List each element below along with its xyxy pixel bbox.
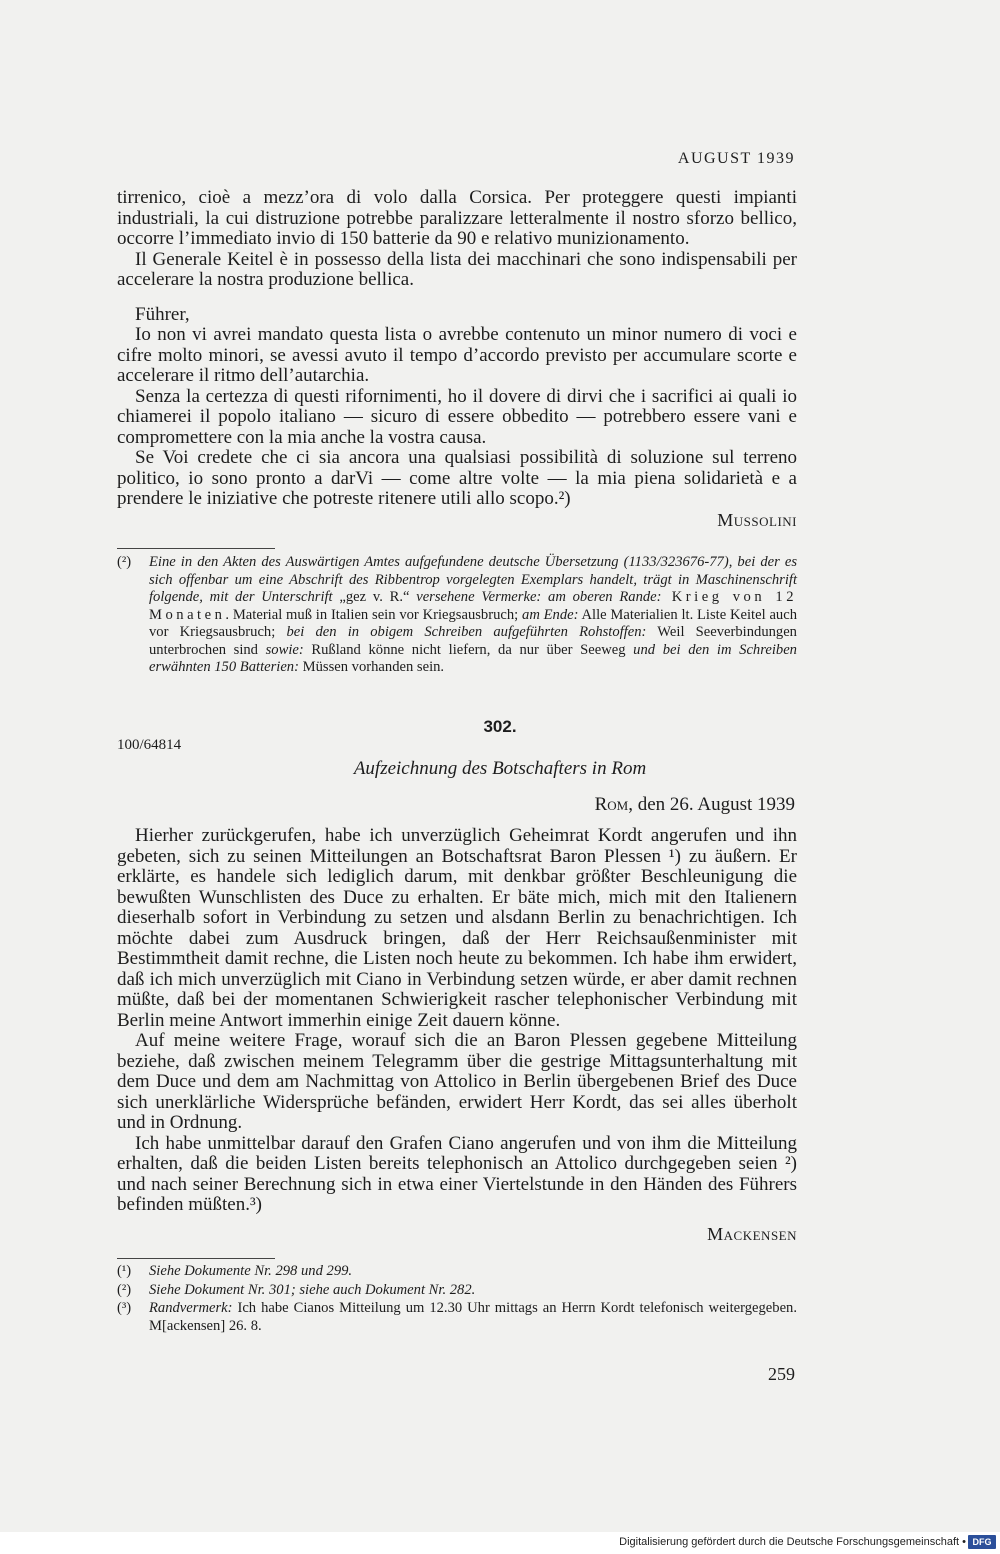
paragraph: Senza la certezza di questi rifornimenti, ho il dovere di dirvi che i sacrifici ai quali io chiamerei il popolo italiano — sicuro di essere obbedito — potrebbero essere vani e compromettere con la mia anche la vostra causa. [117, 385, 797, 448]
footer-bar [0, 1532, 1000, 1554]
paragraph: Ich habe unmittelbar darauf den Grafen Ciano angerufen und von ihm die Mitteilung erhalten, daß die beiden Listen bereits telephonisch an Attolico durchgegeben seien ²) und nach seiner Berechnung sich in etwa einer Viertelstunde in den Händen des Führers befinden müßten.³) [117, 1132, 797, 1215]
footnote: (³) Randvermerk: Ich habe Cianos Mitteilung um 12.30 Uhr mittags an Herrn Kordt telefonisch weitergegeben. M[ackensen] 26. 8. [117, 1300, 797, 1334]
paragraph: Se Voi credete che ci sia ancora una qualsiasi possibilità di soluzione sul terreno politico, io sono pronto a darVi — come altre volte — la mia piena solidarietà e a prendere le iniziative che potreste ritenere utili allo scopo.²) [117, 447, 797, 509]
footnotes [117, 1263, 797, 1336]
footnote: (²) Siehe Dokument Nr. 301; siehe auch Dokument Nr. 282. [117, 1281, 476, 1298]
footnote-text: Eine in den Akten des Auswärtigen Amtes aufgefundene deutsche Übersetzung (1133/323676-77), bei der es sich offenbar um eine Abschrift des Ribbentrop vorgelegten Exemplars handelt, trägt in Maschinenschrift folgende, mit der Unterschrift „gez v. R.“ versehene Vermerke: am oberen Rande: Krieg von 12 Monaten. Material muß in Italien sein vor Kriegsausbruch; am Ende: Alle Materialien lt. Liste Keitel auch vor Kriegsausbruch; bei den in obigem Schreiben aufgeführten Rohstoffen: Weil Seeverbindungen unterbrochen sind sowie: Rußland könne nicht liefern, da nur über Seeweg und bei den im Schreiben erwähnten 150 Batterien: Müssen vorhanden sein. [149, 554, 797, 675]
document-title: Aufzeichnung des Botschafters in Rom [353, 758, 647, 779]
signature: Mussolini [717, 509, 797, 530]
page-number: 259 [768, 1364, 795, 1384]
footer-credit: Digitalisierung gefördert durch die Deutsche Forschungsgemeinschaft • [619, 1536, 966, 1548]
footnote-rule [117, 548, 275, 549]
paragraph: Il Generale Keitel è in possesso della lista dei macchinari che sono indispensabili per accelerare la nostra produzione bellica. [117, 248, 797, 290]
paragraph: Auf meine weitere Frage, worauf sich die an Baron Plessen gegebene Mitteilung beziehe, daß zwischen meinem Telegramm über die gestrige Mittagsunterhaltung mit dem Duce und dem am Nachmittag von Attolico in Berlin übergebenen Brief des Duce sich unerklärliche Widersprüche befänden, erwidert Herr Kordt, das sei alles überholt und in Ordnung. [117, 1030, 797, 1133]
document-text [117, 826, 797, 1244]
letter-text [117, 188, 797, 530]
footnote-number: (²) [117, 554, 132, 570]
footnote: (¹) Siehe Dokumente Nr. 298 und 299. [117, 1263, 353, 1279]
running-head: AUGUST 1939 [677, 150, 795, 167]
footnote [117, 554, 797, 678]
paragraph: tirrenico, cioè a mezz’ora di volo dalla Corsica. Per proteggere questi impianti industriali, la cui distruzione potrebbe paralizzare letteralmente il nostro sforzo bellico, occorre l’immediato invio di 150 batterie da 90 e relativo munizionamento. [117, 187, 797, 249]
dfg-logo-icon[interactable]: DFG [968, 1535, 996, 1549]
salutation: Führer, [135, 303, 190, 325]
paragraph: Hierher zurückgerufen, habe ich unverzüglich Geheimrat Kordt angerufen und ihn gebeten, sich zu seinen Mitteilungen an Botschaftsrat Baron Plessen ¹) zu äußern. Er erklärte, es handele sich lediglich darum, mit denkbar größter Beschleunigung die bewußten Wunschlisten des Duce zu erhalten. Er bäte mich, mich mit den Italienern dieserhalb sofort in Verbindung zu setzen und alsdann Berlin zu benachrichtigen. Ich möchte dabei zum Ausdruck bringen, daß der Herr Reichsaußenminister mit Bestimmtheit damit rechne, die Listen noch heute zu bekommen. Ich habe ihm erwidert, daß ich mich unverzüglich mit Ciano in Verbindung setzen würde, er aber damit rechnen müßte, daß bei der momentanen Schwierigkeit rascher telephonischer Verbindung mit Berlin meine Antwort immerhin einige Zeit dauern könne. [117, 825, 797, 1031]
signature: Mackensen [707, 1223, 797, 1244]
paragraph: Io non vi avrei mandato questa lista o avrebbe contenuto un minor numero di voci e cifre molto minori, se avessi avuto il tempo d’accordo previsto per accumulare scorte e accelerare il ritmo dell’autarchia. [117, 324, 797, 386]
footnote-rule [117, 1258, 275, 1259]
reference-number: 100/64814 [117, 737, 182, 753]
document-number: 302. [483, 717, 517, 736]
dateline: Rom, den 26. August 1939 [594, 794, 795, 815]
